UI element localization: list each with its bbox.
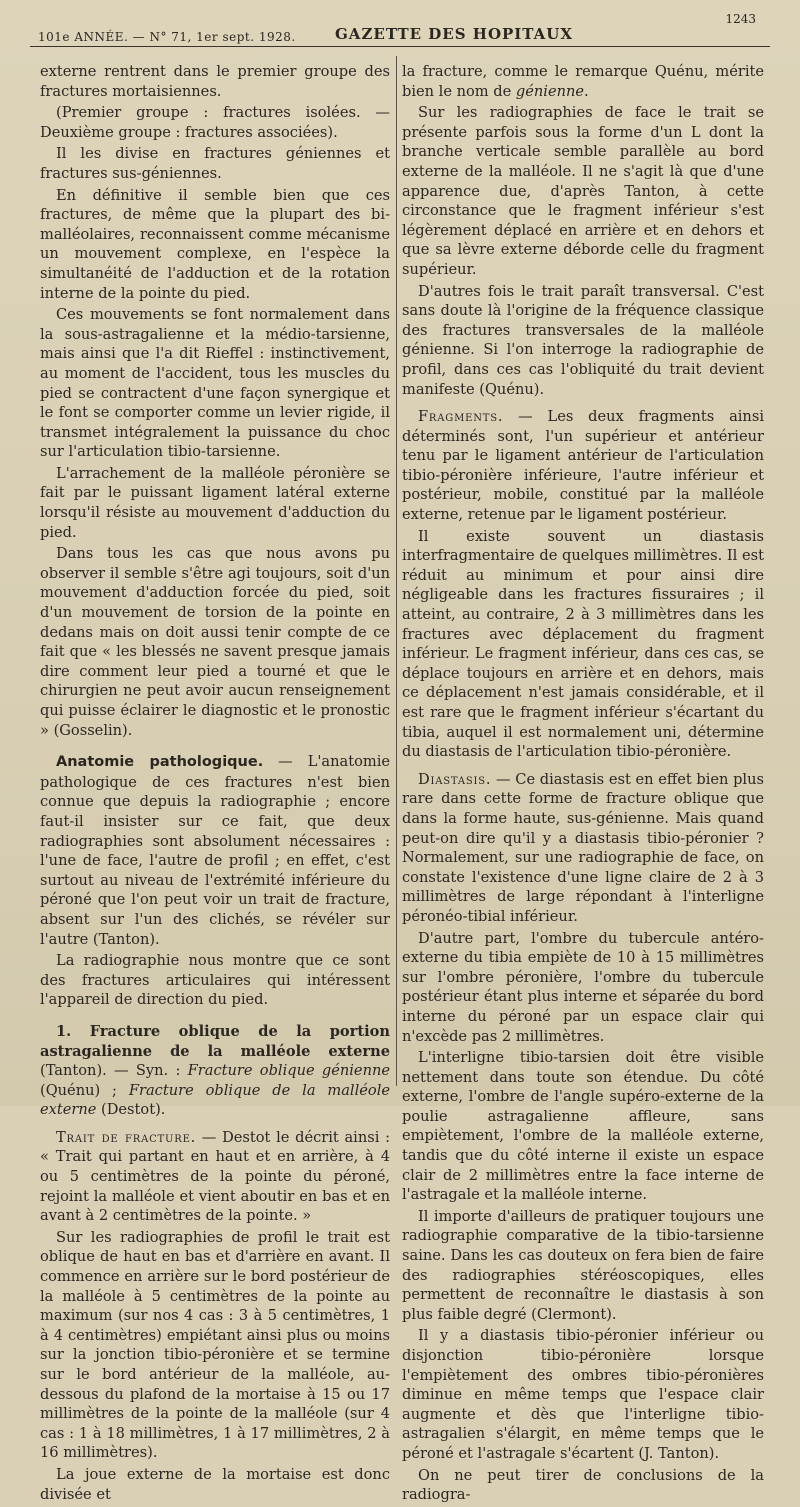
subsection-title: 1. Fracture oblique de la portion astragalienne de la malléole externe [40, 1022, 390, 1060]
paragraph: En définitive il semble bien que ces fractures, de même que la plupart des bi-malléolaires, reconnaissent comme mécanisme un mouvement complexe, en l'espèce la simultanéité de l'adduction et de la rotation interne de la pointe du pied. [40, 186, 390, 302]
section-paragraph [40, 752, 390, 949]
paragraph: Sur les radiographies de profil le trait est oblique de haut en bas et d'arrière en avant. Il commence en arrière sur le bord postérieur de la malléole à 5 centimètres de la pointe au maximum (sur nos 4 cas : 3 à 5 centimètres, 1 à 4 centimètres) empiétant ainsi plus ou moins sur la jonction tibio-péronière et se termine sur le bord antérieur de la malléole, au-dessous du plafond de la mortaise à 15 ou 17 millimètres de la pointe de la malléole (sur 4 cas : 1 à 18 millimètres, 1 à 17 millimètres, 2 à 16 millimètres). [40, 1228, 390, 1462]
paragraph-text: . [584, 82, 589, 100]
paragraph: externe rentrent dans le premier groupe des fractures mortaisiennes. [40, 63, 390, 100]
paragraph: D'autre part, l'ombre du tubercule antéro-externe du tibia empiète de 10 à 15 millimètres sur l'ombre péronière, l'ombre du tubercule postérieur étant plus interne et séparée du bord interne du péroné par un espace clair qui n'excède pas 2 millimètres. [402, 929, 764, 1045]
section-text: — L'anatomie pathologique de ces fractures n'est bien connue que depuis la radiographie ; encore faut-il insister sur ce fait, que deux radiographies sont absolument nécessaires : l'une de face, l'autre de profil ; en effet, c'est surtout au niveau de l'extrémité inférieure du péroné que l'on peut voir un trait de fracture, absent sur l'un des clichés, se révéler sur l'autre (Tanton). [40, 753, 390, 948]
synonym: Fracture oblique de la malléole externe [40, 1081, 390, 1119]
fragments-paragraph [402, 407, 764, 525]
synonym: Fracture oblique génienne [187, 1062, 391, 1080]
paragraph: Il existe souvent un diastasis interfragmentaire de quelques millimètres. Il est réduit au minimum et pour ainsi dire négligeable dans les fractures fissuraires ; il atteint, au contraire, 2 à 3 millimètres dans les fractures avec déplacement du fragment inférieur. Le fragment inférieur, dans ces cas, se déplace toujours en arrière et en dehors, mais ce déplacement n'est jamais considérable, et il est rare que le fragment inférieur s'écartant du tibia, auquel il est normalement uni, détermine du diastasis de l'articulation tibio-péronière. [402, 527, 764, 761]
diastasis-label: Diastasis. [418, 770, 492, 788]
paragraph: Ces mouvements se font normalement dans la sous-astragalienne et la médio-tarsienne, mais ainsi que l'a dit Rieffel : instinctivement, au moment de l'accident, tous les muscles du pied se contractent d'une façon synergique et le font se comporter comme un levier rigide, il transmet intégralement la puissance du choc sur l'articulation tibio-tarsienne. [40, 306, 390, 461]
right-column [402, 62, 764, 1507]
diastasis-paragraph [402, 770, 764, 927]
section-title: Anatomie pathologique. [56, 754, 264, 771]
paragraph: La joue externe de la mortaise est donc divisée et [40, 1465, 390, 1503]
journal-title: GAZETTE DES HOPITAUX [335, 25, 574, 43]
subsection-text: (Quénu) ; [40, 1081, 129, 1099]
paragraph: Il y a diastasis tibio-péronier inférieur ou disjonction tibio-péronière lorsque l'empiètement des ombres tibio-péronières diminue en même temps que l'espace clair augmente et dès que l'interligne tibio-astragalien s'élargit, en même temps que le péroné et l'astragale s'écartent (J. Tanton). [402, 1327, 764, 1462]
paragraph: L'interligne tibio-tarsien doit être visible nettement dans toute son étendue. Du côté externe, l'ombre de l'angle supéro-externe de la poulie astragalienne affleure, sans empiètement, l'ombre de la malléole externe, tandis que du côté interne il existe un espace clair de 2 millimètres entre la face interne de l'astragale et la malléole interne. [402, 1049, 764, 1204]
paragraph: On ne peut tirer de conclusions de la radiogra- [402, 1466, 764, 1504]
paragraph: Sur les radiographies de face le trait se présente parfois sous la forme d'un L dont la branche verticale semble parallèle au bord externe de la malléole. Il ne s'agit là que d'une apparence due, d'après Tanton, à cette circonstance que le fragment inférieur s'est légèrement déplacé en arrière et en dehors et que sa lèvre externe déborde celle du fragment supérieur. [402, 104, 764, 278]
fragments-text: — Les deux fragments ainsi déterminés sont, l'un supérieur et antérieur tenu par le ligament antérieur de l'articulation tibio-péronière inférieure, l'autre inférieur et postérieur, mobile, constitué par la malléole externe, retenue par le ligament postérieur. [402, 408, 764, 524]
diastasis-text: — Ce diastasis est en effet bien plus rare dans cette forme de fracture oblique que dans la forme haute, sus-génienne. Mais quand peut-on dire qu'il y a diastasis tibio-péronier ? Normalement, sur une radiographie de face, on constate l'existence d'une ligne claire de 2 à 3 millimètres de large répondant à l'interligne péronéo-tibial inférieur. [402, 770, 764, 925]
paragraph: D'autres fois le trait paraît transversal. C'est sans doute là l'origine de la fréquence classique des fractures transversales de la malléole génienne. Si l'on interroge la radiographie de profil, dans ces cas l'obliquité du trait devient manifeste (Quénu). [402, 282, 764, 398]
paragraph [402, 62, 764, 101]
page-number: 1243 [725, 12, 756, 26]
fragments-label: Fragments. [418, 408, 504, 426]
paragraph: L'arrachement de la malléole péronière se fait par le puissant ligament latéral externe lorsqu'il résiste au mouvement d'adduction du pied. [40, 464, 390, 541]
paragraph: Il les divise en fractures géniennes et fractures sus-géniennes. [40, 145, 390, 182]
trait-label: Trait de fracture. [56, 1128, 197, 1146]
page-header [30, 10, 770, 47]
column-divider [396, 56, 397, 1086]
paragraph-text: la fracture, comme le remarque Quénu, mérite bien le nom de [402, 63, 764, 100]
paragraph: Dans tous les cas que nous avons pu observer il semble s'être agi toujours, soit d'un mouvement d'adduction forcée du pied, soit d'un mouvement de torsion de la pointe en dedans mais on doit aussi tenir compte de ce fait que « les blessés ne savent presque jamais dire comment leur pied a tourné et que le chirurgien ne peut avoir aucun renseignement qui puisse éclairer le diagnostic et le pronostic » (Gosselin). [40, 545, 390, 739]
paragraph: Il importe d'ailleurs de pratiquer toujours une radiographie comparative de la tibio-tarsienne saine. Dans les cas douteux on fera bien de faire des radiographies stéréoscopiques, elles permettent de reconnaître le diastasis à son plus faible degré (Clermont). [402, 1207, 764, 1323]
paragraph: La radiographie nous montre que ce sont des fractures articulaires qui intéressent l'appareil de direction du pied. [40, 952, 390, 1009]
trait-paragraph [40, 1128, 390, 1226]
subsection-text: (Tanton). — Syn. : [40, 1062, 188, 1080]
issue-info: 101e ANNÉE. — N° 71, 1er sept. 1928. [38, 30, 296, 44]
paragraph: (Premier groupe : fractures isolées. — Deuxième groupe : fractures associées). [40, 104, 390, 141]
left-column [40, 62, 390, 1506]
subsection-heading [40, 1022, 390, 1120]
emphasis: génienne [515, 82, 585, 100]
subsection-text: (Destot). [96, 1101, 166, 1119]
trait-text: — Destot le décrit ainsi : « Trait qui partant en haut et en arrière, à 4 ou 5 centimètres de la pointe du péroné, rejoint la malléole et vient aboutir en bas et en avant à 2 centimètres de la pointe. » [40, 1128, 390, 1225]
